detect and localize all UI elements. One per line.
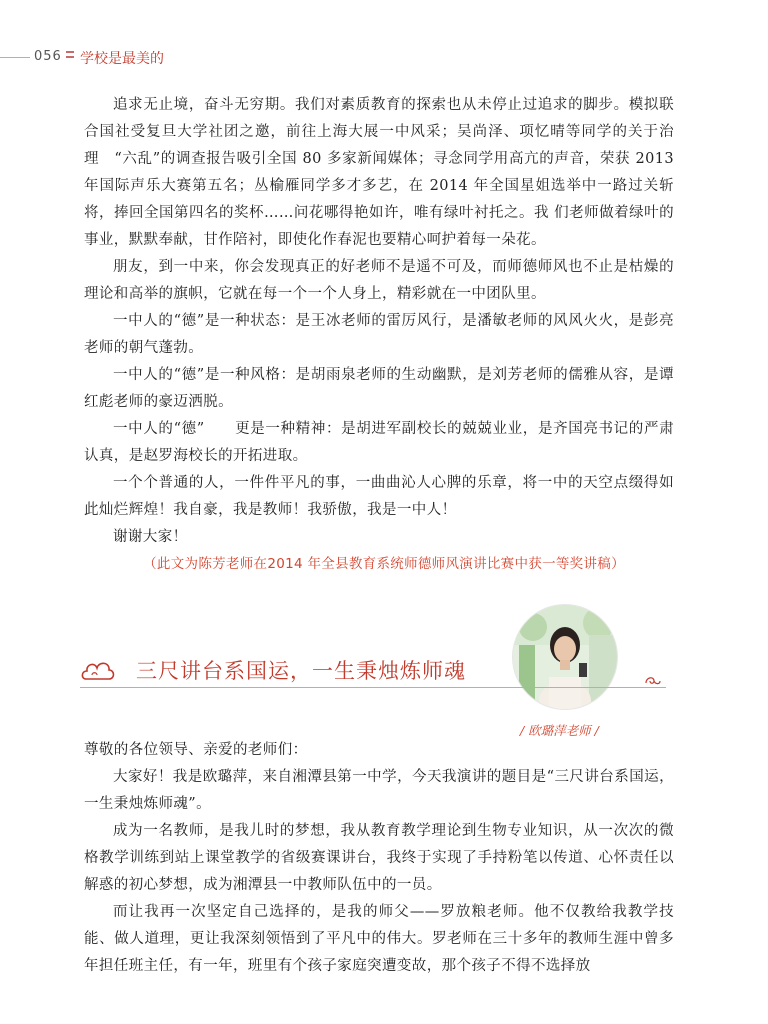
- title-rule: [80, 687, 666, 688]
- paragraph: 谢谢大家！: [113, 529, 188, 545]
- author-caption: / 欧璐萍老师 /: [520, 723, 599, 738]
- paragraph: 大家好！我是欧璐萍，来自湘潭县第一中学，今天我演讲的题目是“三尺讲台系国运，一生秉烛炼师魂”。: [84, 769, 674, 812]
- paragraph: 成为一名教师，是我儿时的梦想，我从教育教学理论到生物专业知识，从一次次的微格教学训练到站上课堂教学的省级赛课讲台，我终于实现了手持粉笔以传道、心怀责任以解惑的初心梦想，成为湘潭县一中教师队伍中的一员。: [84, 823, 674, 893]
- article2-title: 三尺讲台系国运，一生秉烛炼师魂: [136, 659, 466, 683]
- article2-title-row: [80, 651, 666, 691]
- cloud-icon: [80, 657, 116, 683]
- section-title: 学校是最美的: [80, 51, 164, 67]
- article1-source-note: （此文为陈芳老师在2014 年全县教育系统师德师风演讲比赛中获一等奖讲稿）: [143, 556, 625, 572]
- swirl-icon: [644, 673, 662, 687]
- article1-body: [84, 92, 674, 551]
- paragraph: 一中人的“德” 更是一种精神：是胡进军副校长的兢兢业业，是齐国亮书记的严肃认真，是赵罗海校长的开拓进取。: [84, 421, 674, 464]
- header-divider-icon: [66, 51, 74, 63]
- article2-body: [84, 737, 674, 980]
- page-number: 056: [34, 49, 62, 64]
- paragraph: 一中人的“德”是一种风格：是胡雨泉老师的生动幽默，是刘芳老师的儒雅从容，是谭红彪老师的豪迈洒脱。: [84, 367, 674, 410]
- paragraph: 一个个普通的人，一件件平凡的事，一曲曲沁人心脾的乐章，将一中的天空点缀得如此灿烂辉煌！我自豪，我是教师！我骄傲，我是一中人！: [84, 475, 674, 518]
- paragraph: 而让我再一次坚定自己选择的，是我的师父——罗放粮老师。他不仅教给我教学技能、做人道理，更让我深刻领悟到了平凡中的伟大。罗老师在三十多年的教师生涯中曾多年担任班主任，有一年，班里有个孩子家庭突遭变故，那个孩子不得不选择放: [84, 904, 674, 974]
- salutation: 尊敬的各位领导、亲爱的老师们：: [84, 742, 308, 758]
- paragraph: 一中人的“德”是一种状态：是王冰老师的雷厉风行，是潘敏老师的风风火火，是彭亮老师的朝气蓬勃。: [84, 313, 674, 356]
- header-rule: [0, 57, 30, 58]
- paragraph: 追求无止境，奋斗无穷期。我们对素质教育的探索也从未停止过追求的脚步。模拟联合国社受复旦大学社团之邀，前往上海大展一中风采；吴尚泽、项忆晴等同学的关于治理 “六乱”的调查报告吸引全国 80 多家新闻媒体；寻念同学用高亢的声音，荣获 2013 年国际声乐大赛第五名；丛榆雁同学多才多艺，在 2014 年全国星姐选举中一路过关斩将，捧回全国第四名的奖杯……问花哪得艳如许，唯有绿叶衬托之。我 们老师做着绿叶的事业，默默奉献，甘作陪衬，即使化作春泥也要精心呵护着每一朵花。: [84, 97, 674, 248]
- paragraph: 朋友，到一中来，你会发现真正的好老师不是遥不可及，而师德师风也不止是枯燥的理论和高举的旗帜，它就在每一个一个人身上，精彩就在一中团队里。: [84, 259, 674, 302]
